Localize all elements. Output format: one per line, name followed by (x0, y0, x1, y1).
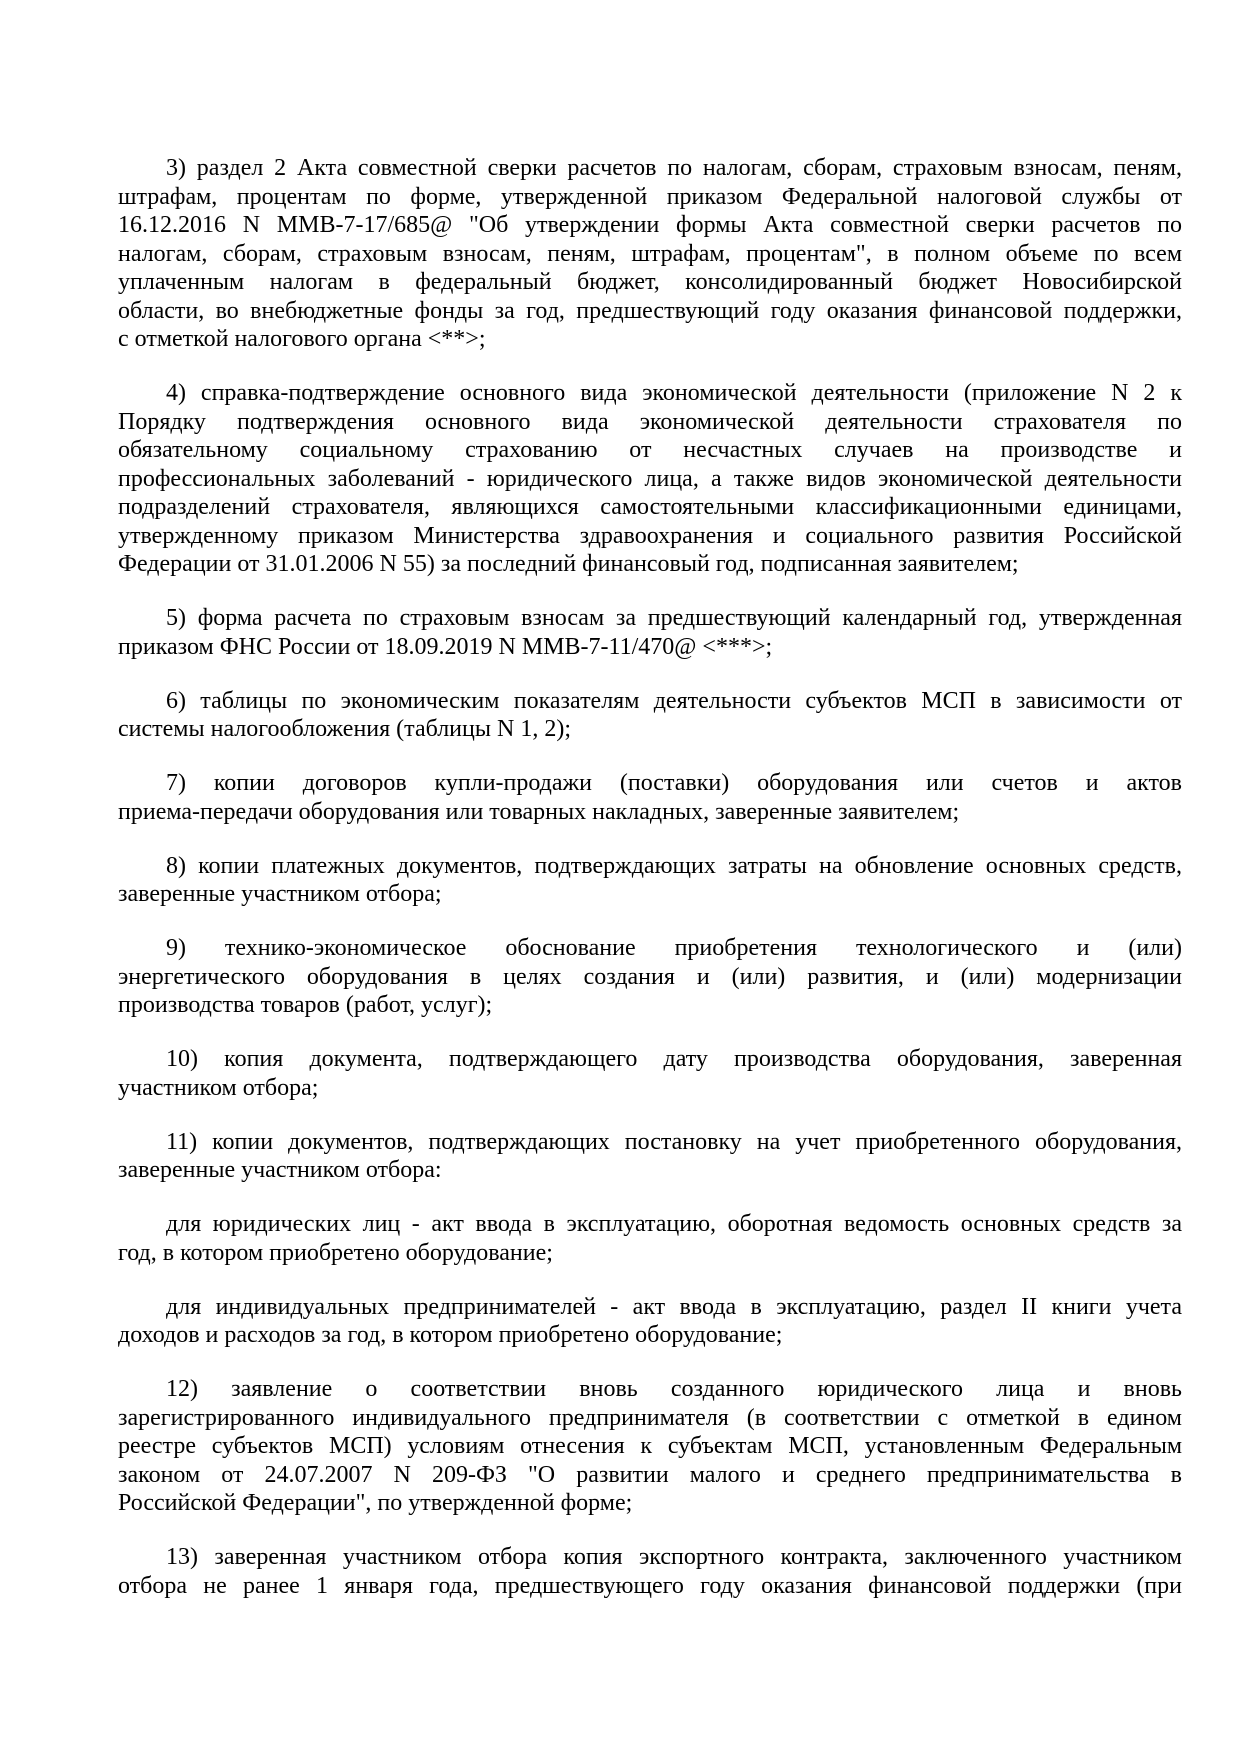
paragraph-line: профессиональных заболеваний - юридического лица, а также видов экономической деятельности (118, 465, 1182, 492)
document-paragraph (118, 1293, 1182, 1350)
paragraph-line: отбора не ранее 1 января года, предшествующего году оказания финансовой поддержки (при (118, 1572, 1182, 1599)
document-paragraph (118, 934, 1182, 1020)
paragraph-line: Российской Федерации", по утвержденной форме; (118, 1490, 633, 1516)
paragraph-line: обязательному социальному страхованию от несчастных случаев на производстве и (118, 437, 1182, 463)
paragraph-line: энергетического оборудования в целях создания и (или) развития, и (или) модернизации (118, 963, 1182, 990)
paragraph-line: 13) заверенная участником отбора копия экспортного контракта, заключенного участником (166, 1544, 1182, 1570)
paragraph-line: производства товаров (работ, услуг); (118, 992, 493, 1018)
paragraph-line: 11) копии документов, подтверждающих постановку на учет приобретенного оборудования, (166, 1128, 1182, 1155)
document-paragraph (118, 1045, 1182, 1102)
paragraph-line: для индивидуальных предпринимателей - акт ввода в эксплуатацию, раздел II книги учета (166, 1293, 1182, 1320)
paragraph-line: законом от 24.07.2007 N 209-ФЗ "О развитии малого и среднего предпринимательства в (118, 1461, 1182, 1488)
paragraph-line: зарегистрированного индивидуального предпринимателя (в соответствии с отметкой в едином (118, 1404, 1182, 1431)
document-paragraph (118, 379, 1182, 579)
document-paragraph (118, 1543, 1182, 1600)
paragraph-line: Федерации от 31.01.2006 N 55) за последний финансовый год, подписанная заявителем; (118, 551, 1019, 577)
paragraph-line: 3) раздел 2 Акта совместной сверки расчетов по налогам, сборам, страховым взносам, пеням, (166, 155, 1182, 181)
document-paragraph (118, 1128, 1182, 1185)
document-paragraph (118, 687, 1182, 744)
paragraph-line: 16.12.2016 N ММВ-7-17/685@ "Об утверждении формы Акта совместной сверки расчетов по (118, 212, 1182, 238)
paragraph-line: участником отбора; (118, 1074, 319, 1101)
document-page (118, 154, 1182, 1626)
document-paragraph (118, 852, 1182, 909)
paragraph-line: области, во внебюджетные фонды за год, предшествующий году оказания финансовой поддержки, (118, 297, 1182, 324)
paragraph-line: приказом ФНС России от 18.09.2019 N ММВ-7-11/470@ <***>; (118, 633, 773, 660)
paragraph-line: уплаченным налогам в федеральный бюджет, консолидированный бюджет Новосибирской (118, 269, 1182, 295)
paragraph-line: год, в котором приобретено оборудование; (118, 1239, 553, 1266)
paragraph-line: заверенные участником отбора: (118, 1157, 442, 1183)
paragraph-line: системы налогообложения (таблицы N 1, 2); (118, 716, 571, 742)
paragraph-line: утвержденному приказом Министерства здравоохранения и социального развития Российской (118, 522, 1182, 549)
document-paragraph (118, 1375, 1182, 1518)
paragraph-line: штрафам, процентам по форме, утвержденной приказом Федеральной налоговой службы от (118, 183, 1182, 210)
document-paragraph (118, 1210, 1182, 1267)
paragraph-line: 9) технико-экономическое обоснование приобретения технологического и (или) (166, 935, 1182, 961)
document-paragraph (118, 154, 1182, 354)
paragraph-line: заверенные участником отбора; (118, 881, 442, 907)
paragraph-line: для юридических лиц - акт ввода в эксплуатацию, оборотная ведомость основных средств за (166, 1211, 1182, 1237)
paragraph-line: 6) таблицы по экономическим показателям деятельности субъектов МСП в зависимости от (166, 687, 1182, 714)
paragraph-line: приема-передачи оборудования или товарных накладных, заверенные заявителем; (118, 798, 960, 825)
paragraph-line: 4) справка-подтверждение основного вида экономической деятельности (приложение N 2 к (166, 380, 1182, 406)
paragraph-line: 7) копии договоров купли-продажи (поставки) оборудования или счетов и актов (166, 770, 1182, 796)
paragraph-line: доходов и расходов за год, в котором приобретено оборудование; (118, 1322, 783, 1348)
document-paragraph (118, 604, 1182, 661)
paragraph-line: с отметкой налогового органа <**>; (118, 326, 486, 352)
paragraph-line: 8) копии платежных документов, подтверждающих затраты на обновление основных средств, (166, 852, 1182, 879)
paragraph-line: подразделений страхователя, являющихся самостоятельными классификационными единицами, (118, 494, 1182, 520)
paragraph-line: реестре субъектов МСП) условиям отнесения к субъектам МСП, установленным Федеральным (118, 1433, 1182, 1459)
document-paragraph (118, 769, 1182, 826)
paragraph-line: 10) копия документа, подтверждающего дату производства оборудования, заверенная (166, 1046, 1182, 1072)
paragraph-line: 12) заявление о соответствии вновь созданного юридического лица и вновь (166, 1376, 1182, 1402)
paragraph-line: 5) форма расчета по страховым взносам за предшествующий календарный год, утвержденная (166, 605, 1182, 631)
paragraph-line: налогам, сборам, страховым взносам, пеням, штрафам, процентам", в полном объеме по всем (118, 240, 1182, 267)
paragraph-line: Порядку подтверждения основного вида экономической деятельности страхователя по (118, 408, 1182, 435)
